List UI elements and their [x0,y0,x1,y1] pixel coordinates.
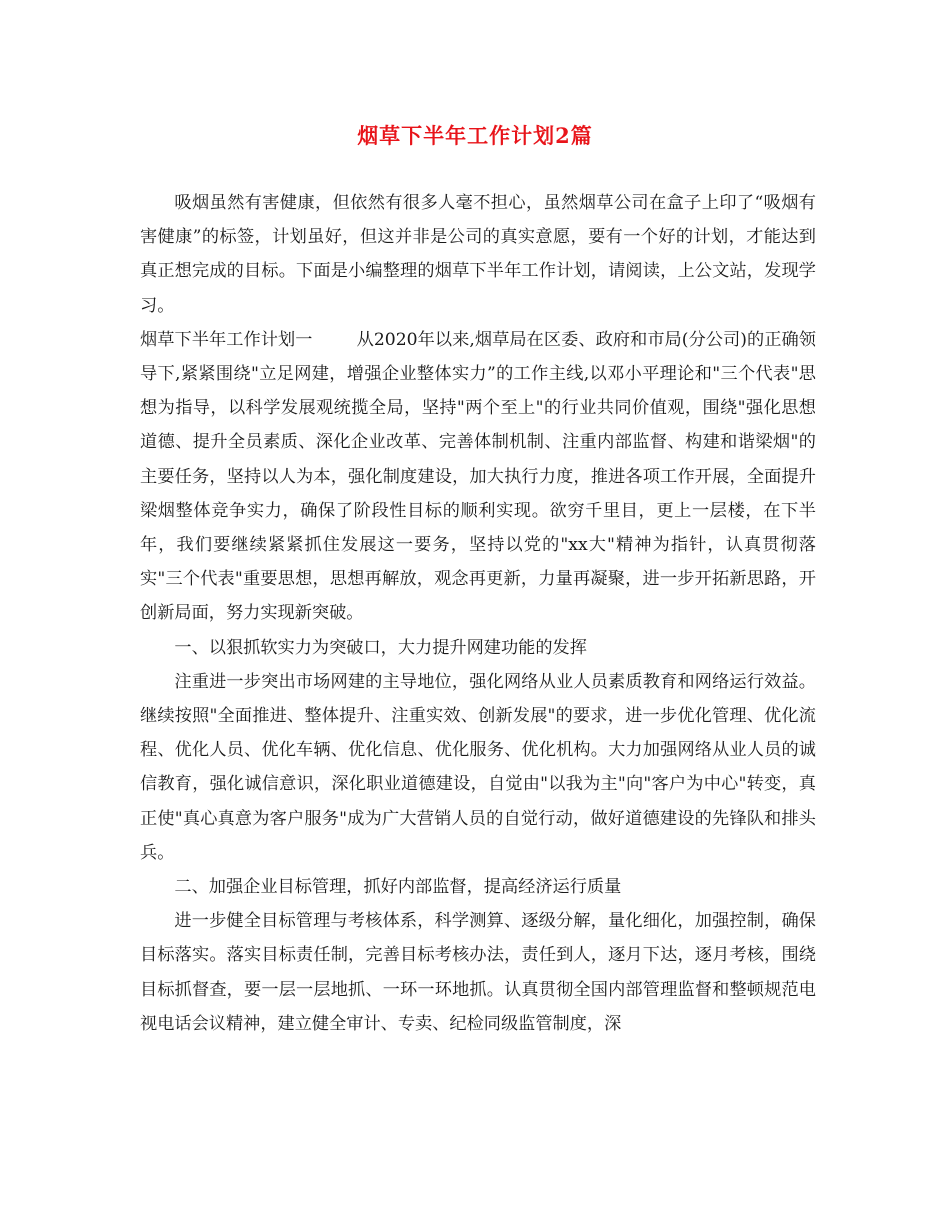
section1-paragraph: 注重进一步突出市场网建的主导地位，强化网络从业人员素质教育和网络运行效益。继续按照"全面推进、整体提升、注重实效、创新发展"的要求，进一步优化管理、优化流程、优化人员、优化车辆、优化信息、优化服务、优化机构。大力加强网络从业人员的诚信教育，强化诚信意识，深化职业道德建设，自觉由"以我为主"向"客户为中心"转变，真正使"真心真意为客户服务"成为广大营销人员的自觉行动，做好道德建设的先锋队和排头兵。 [140,671,816,863]
intro-paragraph: 吸烟虽然有害健康，但依然有很多人毫不担心，虽然烟草公司在盒子上印了“吸烟有害健康”的标签，计划虽好，但这并非是公司的真实意愿，要有一个好的计划，才能达到真正想完成的目标。下面是小编整理的烟草下半年工作计划，请阅读，上公文站，发现学习。 [140,193,816,316]
section2-paragraph: 进一步健全目标管理与考核体系，科学测算、逐级分解，量化细化，加强控制，确保目标落实。落实目标责任制，完善目标考核办法，责任到人，逐月下达，逐月考核，围绕目标抓督查，要一层一层地抓、一环一环地抓。认真贯彻全国内部管理监督和整顿规范电视电话会议精神，建立健全审计、专卖、纪检同级监管制度，深 [140,911,816,1034]
document-title: 烟草下半年工作计划2篇 [357,123,593,148]
plan1-gap [312,330,356,350]
plan1-paragraph [140,323,816,631]
plan1-body: 从2020年以来,烟草局在区委、政府和市局(分公司)的正确领导下,紧紧围绕"立足网建，增强企业整体实力”的工作主线,以邓小平理论和"三个代表"思想为指导，以科学发展观统揽全局，坚持"两个至上"的行业共同价值观，围绕"强化思想道德、提升全员素质、深化企业改革、完善体制机制、注重内部监督、构建和谐梁烟"的主要任务，坚持以人为本，强化制度建设，加大执行力度，推进各项工作开展，全面提升梁烟整体竞争实力，确保了阶段性目标的顺利实现。欲穷千里目，更上一层楼，在下半年，我们要继续紧紧抓住发展这一要务，坚持以党的"xx大"精神为指针，认真贯彻落实"三个代表"重要思想，思想再解放，观念再更新，力量再凝聚，进一步开拓新思路，开创新局面，努力实现新突破。 [140,329,816,624]
section2-heading: 二、加强企业目标管理，抓好内部监督，提高经济运行质量 [174,877,622,898]
section1-heading: 一、以狠抓软实力为突破口，大力提升网建功能的发挥 [174,637,587,658]
plan1-label: 烟草下半年工作计划一 [140,329,313,350]
document-body [140,186,816,1041]
